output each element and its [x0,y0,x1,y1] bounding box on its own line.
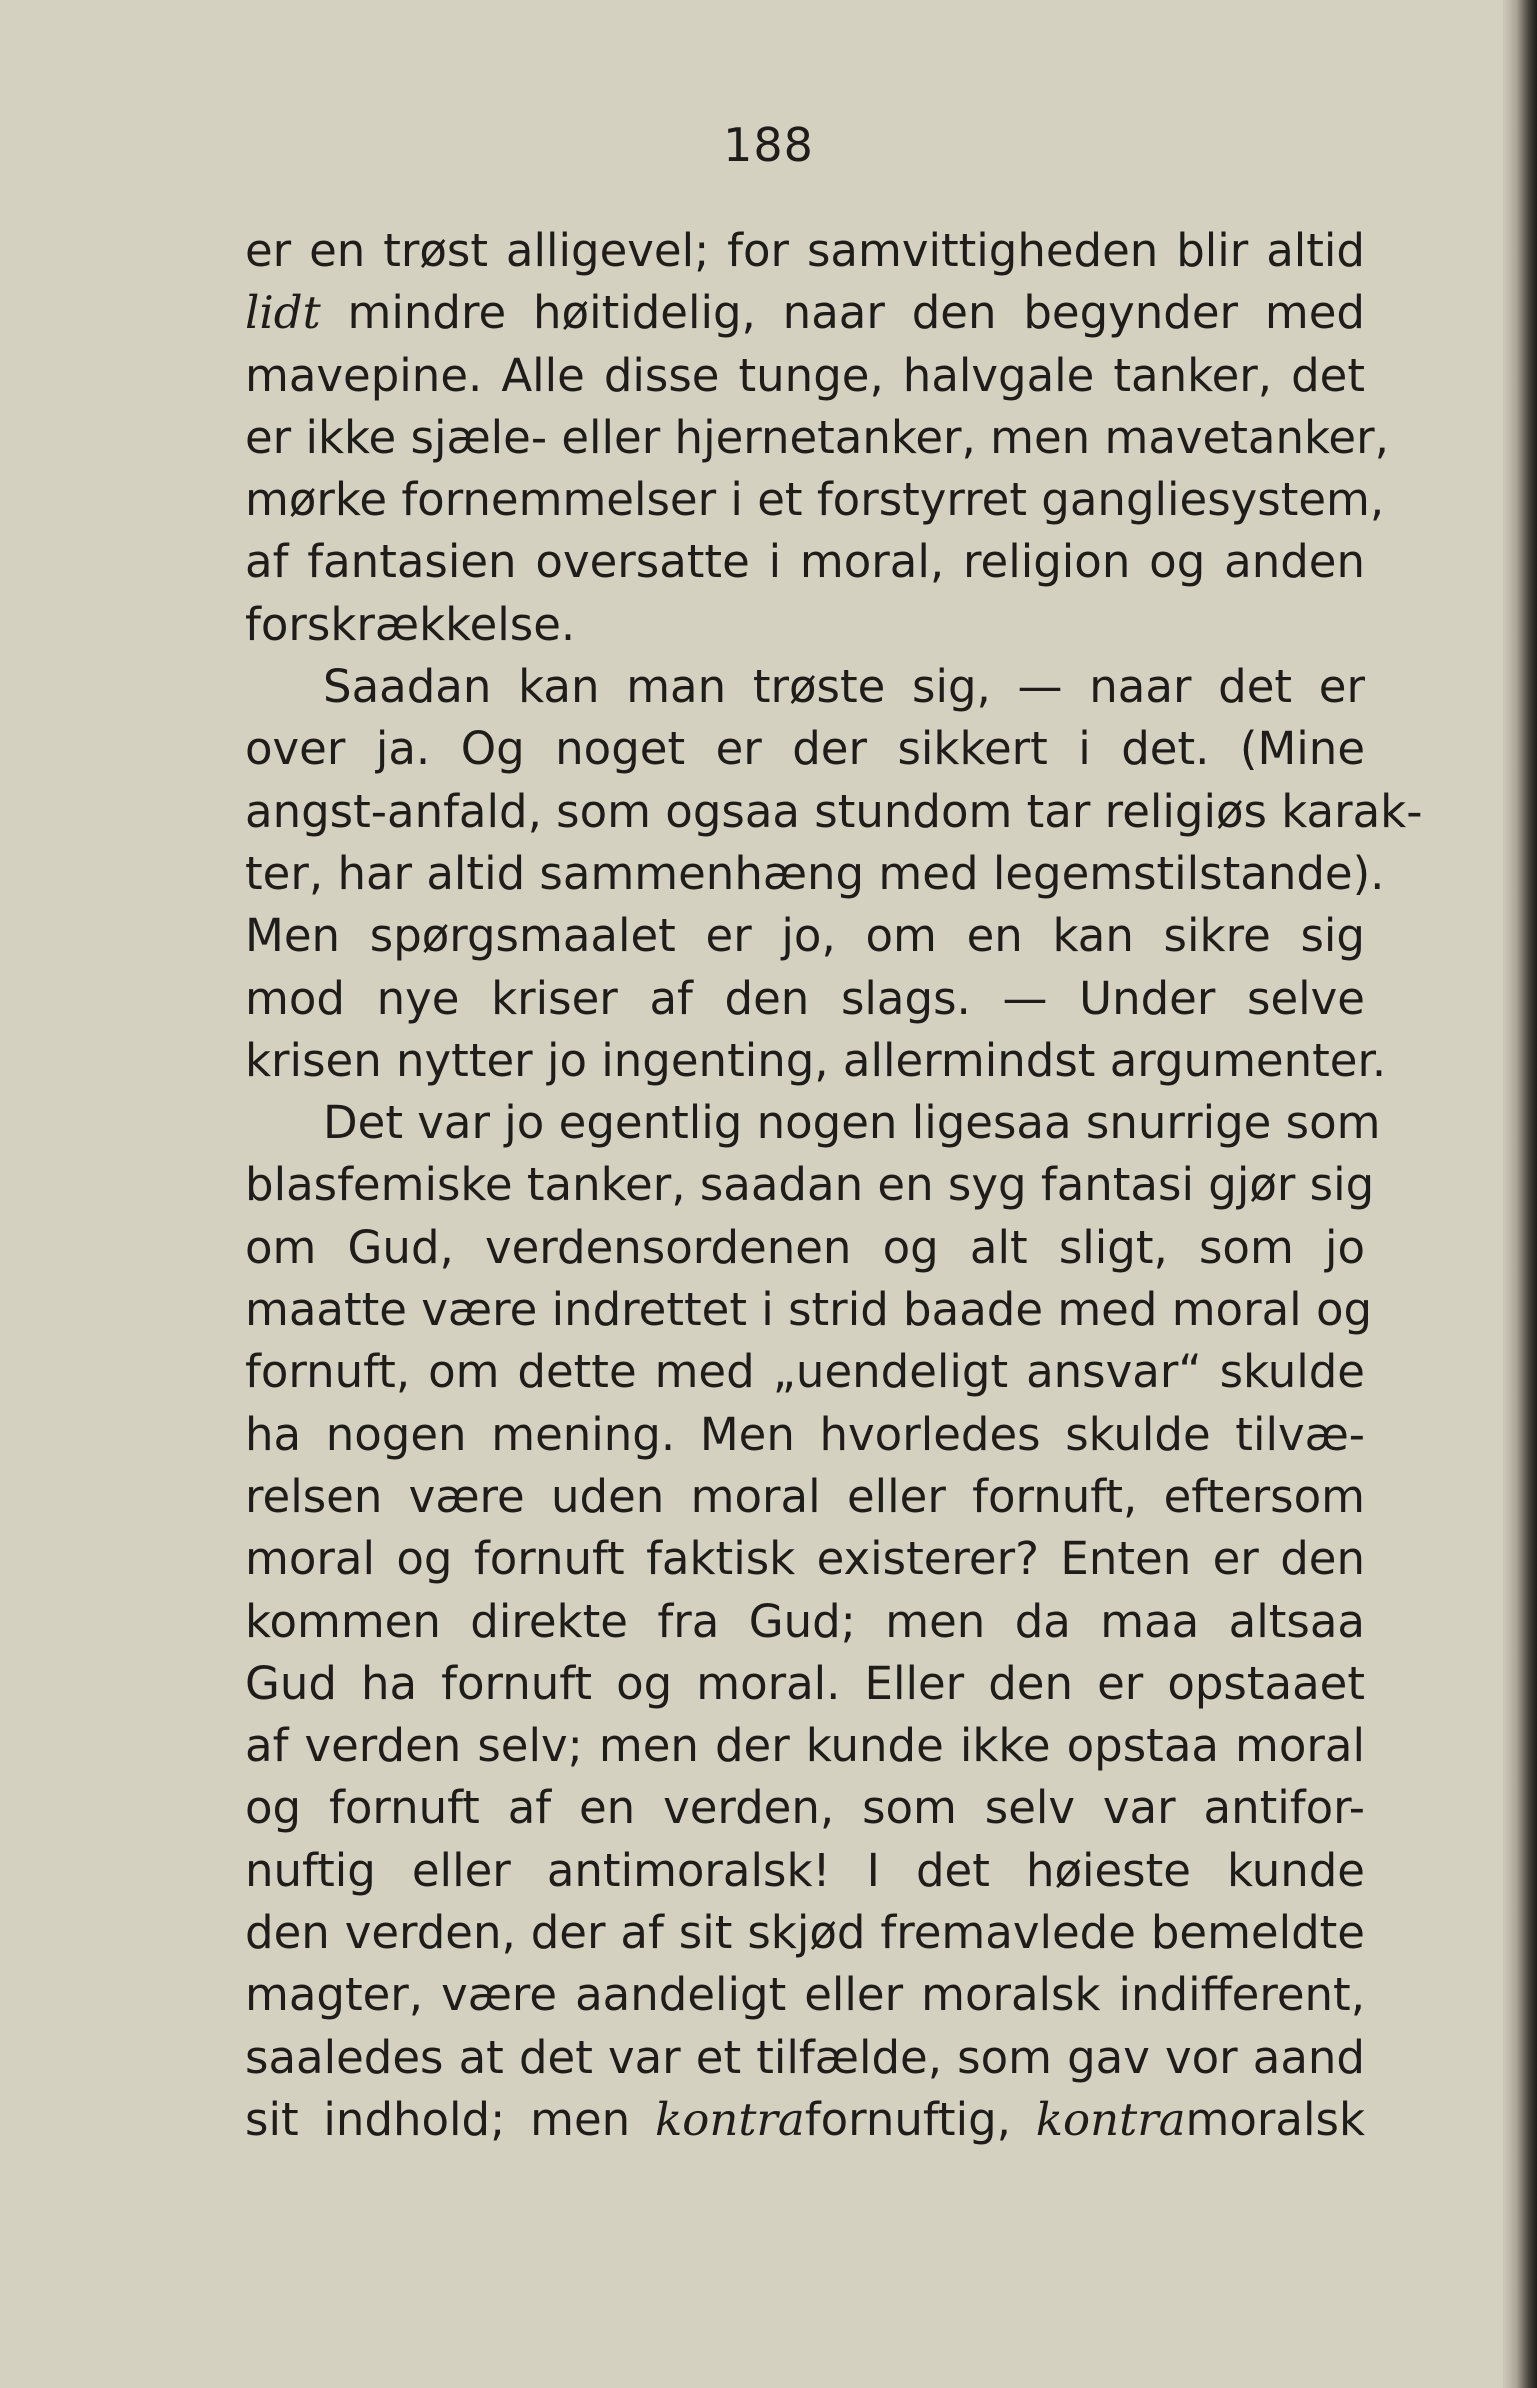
text-line [245,1466,1365,1528]
text-segment: mørke fornemmelser i et forstyrret gangliesystem, [245,473,1385,527]
text-segment: sit indhold; men [245,2092,655,2146]
text-line [245,345,1365,407]
page-spine-shadow [1503,0,1537,2388]
text-line [245,531,1365,593]
text-line [245,282,1365,344]
text-line [245,1217,1365,1279]
text-line [245,1279,1373,1341]
text-line [245,718,1365,780]
text-segment: ha nogen mening. Men hvorledes skulde tilvæ- [245,1407,1365,1461]
text-line [245,220,1365,282]
text-line [245,656,1365,718]
text-segment: kommen direkte fra Gud; men da maa altsaa [245,1594,1365,1648]
text-line [245,968,1365,1030]
italic-text-segment: lidt [245,286,321,340]
text-line [245,1840,1365,1902]
text-segment: mod nye kriser af den slags. — Under selve [245,971,1365,1025]
text-segment: relsen være uden moral eller fornuft, eftersom [245,1469,1365,1523]
text-line [245,1591,1365,1653]
text-segment: forskrækkelse. [245,597,576,651]
text-segment: og fornuft af en verden, som selv var antifor- [245,1781,1365,1835]
text-line [245,1715,1365,1777]
text-segment: af fantasien oversatte i moral, religion og anden [245,535,1365,589]
text-segment: over ja. Og noget er der sikkert i det. (Mine [245,722,1365,776]
text-segment: blasfemiske tanker, saadan en syg fantasi gjør sig [245,1158,1375,1212]
text-segment: Gud ha fornuft og moral. Eller den er opstaaet [245,1656,1365,1710]
text-segment: er ikke sjæle- eller hjernetanker, men mavetanker, [245,410,1389,464]
text-segment: er en trøst alligevel; for samvittigheden blir altid [245,224,1365,277]
text-segment: Men spørgsmaalet er jo, om en kan sikre sig [245,909,1365,963]
text-segment: angst-anfald, som ogsaa stundom tar religiøs karak- [245,784,1423,838]
text-line [245,1341,1365,1403]
text-line [245,1030,1387,1092]
text-line [245,1404,1365,1466]
text-segment: mindre høitidelig, naar den begynder med [320,286,1365,340]
text-segment: om Gud, verdensordenen og alt sligt, som jo [245,1220,1365,1274]
text-segment: moralsk [1185,2092,1365,2146]
text-line [245,2089,1365,2151]
italic-text-segment: kontra [1035,2092,1186,2146]
page-number: 188 [723,118,814,172]
text-line [245,781,1423,843]
text-line [245,843,1385,905]
text-line [245,594,1365,656]
text-line [245,905,1365,967]
text-segment: mavepine. Alle disse tunge, halvgale tanker, det [245,348,1365,402]
text-segment: magter, være aandeligt eller moralsk indifferent, [245,1968,1365,2022]
text-segment: krisen nytter jo ingenting, allermindst argumenter. [245,1033,1387,1087]
text-line [245,1528,1365,1590]
italic-text-segment: kontra [654,2092,805,2146]
text-segment: fornuft, om dette med „uendeligt ansvar“ skulde [245,1345,1365,1399]
text-segment: af verden selv; men der kunde ikke opstaa moral [245,1719,1365,1773]
text-line [245,407,1389,469]
text-line [245,2027,1365,2089]
text-line [245,1902,1365,1964]
text-segment: saaledes at det var et tilfælde, som gav vor aand [245,2030,1365,2084]
text-line [245,1653,1365,1715]
text-line [245,1092,1381,1154]
text-line [245,1964,1365,2026]
text-line [245,1777,1365,1839]
text-segment: Saadan kan man trøste sig, — naar det er [323,660,1365,714]
text-segment: maatte være indrettet i strid baade med moral og [245,1283,1373,1337]
text-segment: nuftig eller antimoralsk! I det høieste kunde [245,1843,1365,1897]
text-segment: ter, har altid sammenhæng med legemstilstande). [245,846,1385,900]
text-segment: den verden, der af sit skjød fremavlede bemeldte [245,1906,1365,1960]
text-line [245,469,1385,531]
text-segment: moral og fornuft faktisk existerer? Enten er den [245,1532,1365,1586]
text-segment: Det var jo egentlig nogen ligesaa snurrige som [323,1096,1381,1150]
body-text [245,220,1423,2151]
text-segment: fornuftig, [804,2092,1036,2146]
text-line [245,1154,1375,1216]
